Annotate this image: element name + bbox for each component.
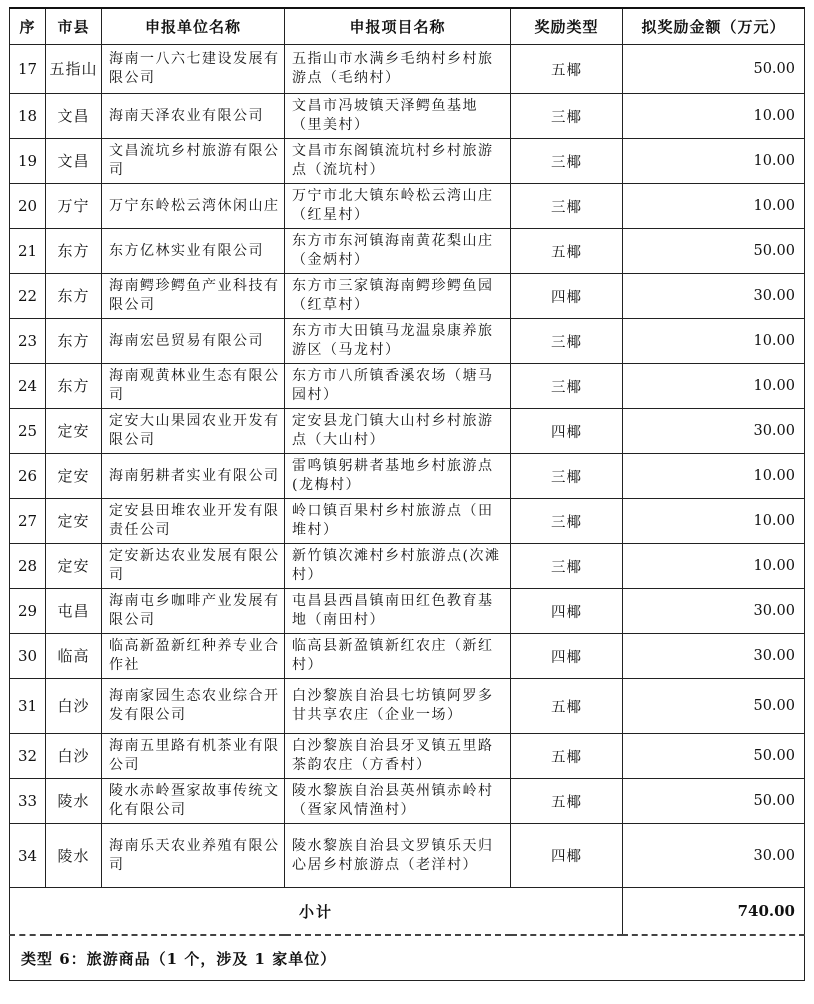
row-project-name: 陵水黎族自治县文罗镇乐天归心居乡村旅游点（老洋村） xyxy=(285,824,511,888)
row-number: 23 xyxy=(10,319,46,364)
row-project-name: 东方市东河镇海南黄花梨山庄（金炳村） xyxy=(285,229,511,274)
row-award-type: 三椰 xyxy=(511,319,623,364)
row-project-name: 定安县龙门镇大山村乡村旅游点（大山村） xyxy=(285,409,511,454)
awards-table-container xyxy=(9,7,804,981)
row-award-type: 五椰 xyxy=(511,679,623,734)
row-org-name: 海南天泽农业有限公司 xyxy=(102,94,285,139)
row-project-name: 五指山市水满乡毛纳村乡村旅游点（毛纳村） xyxy=(285,45,511,94)
row-award-type: 五椰 xyxy=(511,779,623,824)
row-number: 24 xyxy=(10,364,46,409)
row-award-amount: 10.00 xyxy=(623,139,805,184)
row-org-name: 海南乐天农业养殖有限公司 xyxy=(102,824,285,888)
row-award-type: 五椰 xyxy=(511,734,623,779)
row-org-name: 海南观黄林业生态有限公司 xyxy=(102,364,285,409)
row-award-type: 三椰 xyxy=(511,139,623,184)
table-row xyxy=(10,184,805,229)
row-city: 文昌 xyxy=(46,139,102,184)
row-award-amount: 10.00 xyxy=(623,454,805,499)
row-project-name: 雷鸣镇躬耕者基地乡村旅游点(龙梅村） xyxy=(285,454,511,499)
header-org: 申报单位名称 xyxy=(102,8,285,45)
row-number: 25 xyxy=(10,409,46,454)
row-city: 屯昌 xyxy=(46,589,102,634)
row-city: 白沙 xyxy=(46,734,102,779)
row-project-name: 白沙黎族自治县七坊镇阿罗多甘共享农庄（企业一场） xyxy=(285,679,511,734)
row-city: 定安 xyxy=(46,409,102,454)
row-org-name: 陵水赤岭疍家故事传统文化有限公司 xyxy=(102,779,285,824)
row-award-amount: 10.00 xyxy=(623,319,805,364)
row-city: 陵水 xyxy=(46,779,102,824)
row-project-name: 万宁市北大镇东岭松云湾山庄（红星村） xyxy=(285,184,511,229)
table-row xyxy=(10,589,805,634)
header-no: 序 xyxy=(10,8,46,45)
row-award-amount: 10.00 xyxy=(623,499,805,544)
row-project-name: 白沙黎族自治县牙叉镇五里路茶韵农庄（方香村） xyxy=(285,734,511,779)
row-award-amount: 50.00 xyxy=(623,734,805,779)
row-org-name: 定安县田堆农业开发有限责任公司 xyxy=(102,499,285,544)
row-city: 五指山 xyxy=(46,45,102,94)
row-org-name: 海南家园生态农业综合开发有限公司 xyxy=(102,679,285,734)
row-city: 文昌 xyxy=(46,94,102,139)
row-award-amount: 10.00 xyxy=(623,184,805,229)
row-award-type: 三椰 xyxy=(511,544,623,589)
row-org-name: 海南宏邑贸易有限公司 xyxy=(102,319,285,364)
row-award-type: 四椰 xyxy=(511,589,623,634)
row-number: 21 xyxy=(10,229,46,274)
row-award-amount: 30.00 xyxy=(623,634,805,679)
table-row xyxy=(10,274,805,319)
table-row xyxy=(10,364,805,409)
row-number: 33 xyxy=(10,779,46,824)
table-row xyxy=(10,229,805,274)
row-award-amount: 50.00 xyxy=(623,229,805,274)
category-row xyxy=(10,935,805,981)
row-award-amount: 50.00 xyxy=(623,45,805,94)
row-project-name: 东方市八所镇香溪农场（塘马园村） xyxy=(285,364,511,409)
subtotal-label: 小计 xyxy=(10,888,623,936)
row-award-type: 三椰 xyxy=(511,364,623,409)
header-project: 申报项目名称 xyxy=(285,8,511,45)
table-row xyxy=(10,139,805,184)
row-project-name: 岭口镇百果村乡村旅游点（田堆村） xyxy=(285,499,511,544)
row-award-amount: 30.00 xyxy=(623,589,805,634)
row-org-name: 临高新盈新红种养专业合作社 xyxy=(102,634,285,679)
row-project-name: 文昌市东阁镇流坑村乡村旅游点（流坑村） xyxy=(285,139,511,184)
row-award-amount: 30.00 xyxy=(623,824,805,888)
header-amount: 拟奖励金额（万元） xyxy=(623,8,805,45)
header-city: 市县 xyxy=(46,8,102,45)
row-award-amount: 10.00 xyxy=(623,94,805,139)
row-award-type: 三椰 xyxy=(511,454,623,499)
row-award-type: 四椰 xyxy=(511,274,623,319)
row-project-name: 陵水黎族自治县英州镇赤岭村（疍家风情渔村） xyxy=(285,779,511,824)
row-org-name: 文昌流坑乡村旅游有限公司 xyxy=(102,139,285,184)
row-number: 22 xyxy=(10,274,46,319)
row-city: 定安 xyxy=(46,544,102,589)
row-project-name: 屯昌县西昌镇南田红色教育基地（南田村） xyxy=(285,589,511,634)
row-award-type: 三椰 xyxy=(511,184,623,229)
table-row xyxy=(10,45,805,94)
row-award-amount: 10.00 xyxy=(623,364,805,409)
row-award-amount: 30.00 xyxy=(623,409,805,454)
row-award-type: 四椰 xyxy=(511,634,623,679)
table-row xyxy=(10,679,805,734)
table-row xyxy=(10,544,805,589)
row-award-type: 三椰 xyxy=(511,94,623,139)
row-org-name: 万宁东岭松云湾休闲山庄 xyxy=(102,184,285,229)
row-number: 31 xyxy=(10,679,46,734)
row-number: 30 xyxy=(10,634,46,679)
row-award-amount: 30.00 xyxy=(623,274,805,319)
table-row xyxy=(10,94,805,139)
row-number: 29 xyxy=(10,589,46,634)
row-org-name: 海南屯乡咖啡产业发展有限公司 xyxy=(102,589,285,634)
table-row xyxy=(10,634,805,679)
row-award-amount: 50.00 xyxy=(623,779,805,824)
row-number: 26 xyxy=(10,454,46,499)
row-city: 东方 xyxy=(46,229,102,274)
row-project-name: 临高县新盈镇新红农庄（新红村） xyxy=(285,634,511,679)
table-row xyxy=(10,454,805,499)
row-org-name: 海南鳄珍鳄鱼产业科技有限公司 xyxy=(102,274,285,319)
header-type: 奖励类型 xyxy=(511,8,623,45)
table-header-row xyxy=(10,8,805,45)
table-row xyxy=(10,734,805,779)
row-award-amount: 50.00 xyxy=(623,679,805,734)
row-city: 东方 xyxy=(46,319,102,364)
table-body xyxy=(10,45,805,888)
row-number: 27 xyxy=(10,499,46,544)
row-number: 19 xyxy=(10,139,46,184)
row-project-name: 新竹镇次滩村乡村旅游点(次滩村） xyxy=(285,544,511,589)
row-award-type: 四椰 xyxy=(511,824,623,888)
row-award-type: 五椰 xyxy=(511,45,623,94)
table-row xyxy=(10,779,805,824)
row-org-name: 定安新达农业发展有限公司 xyxy=(102,544,285,589)
table-row xyxy=(10,319,805,364)
row-award-type: 四椰 xyxy=(511,409,623,454)
table-row xyxy=(10,499,805,544)
row-project-name: 文昌市冯坡镇天泽鳄鱼基地（里美村） xyxy=(285,94,511,139)
row-number: 32 xyxy=(10,734,46,779)
row-org-name: 海南五里路有机茶业有限公司 xyxy=(102,734,285,779)
row-city: 万宁 xyxy=(46,184,102,229)
category-heading: 类型 6：旅游商品（1 个，涉及 1 家单位） xyxy=(10,935,805,981)
awards-table xyxy=(9,7,805,981)
row-number: 28 xyxy=(10,544,46,589)
row-city: 定安 xyxy=(46,499,102,544)
table-row xyxy=(10,409,805,454)
row-number: 17 xyxy=(10,45,46,94)
row-city: 东方 xyxy=(46,274,102,319)
row-award-type: 三椰 xyxy=(511,499,623,544)
row-project-name: 东方市大田镇马龙温泉康养旅游区（马龙村） xyxy=(285,319,511,364)
subtotal-amount: 740.00 xyxy=(623,888,805,936)
row-number: 20 xyxy=(10,184,46,229)
row-city: 临高 xyxy=(46,634,102,679)
row-award-amount: 10.00 xyxy=(623,544,805,589)
row-city: 定安 xyxy=(46,454,102,499)
row-number: 18 xyxy=(10,94,46,139)
row-org-name: 海南一八六七建设发展有限公司 xyxy=(102,45,285,94)
row-project-name: 东方市三家镇海南鳄珍鳄鱼园（红草村） xyxy=(285,274,511,319)
row-award-type: 五椰 xyxy=(511,229,623,274)
row-org-name: 海南躬耕者实业有限公司 xyxy=(102,454,285,499)
table-row xyxy=(10,824,805,888)
row-city: 东方 xyxy=(46,364,102,409)
row-city: 陵水 xyxy=(46,824,102,888)
row-org-name: 定安大山果园农业开发有限公司 xyxy=(102,409,285,454)
subtotal-row xyxy=(10,888,805,936)
row-city: 白沙 xyxy=(46,679,102,734)
row-org-name: 东方亿林实业有限公司 xyxy=(102,229,285,274)
row-number: 34 xyxy=(10,824,46,888)
